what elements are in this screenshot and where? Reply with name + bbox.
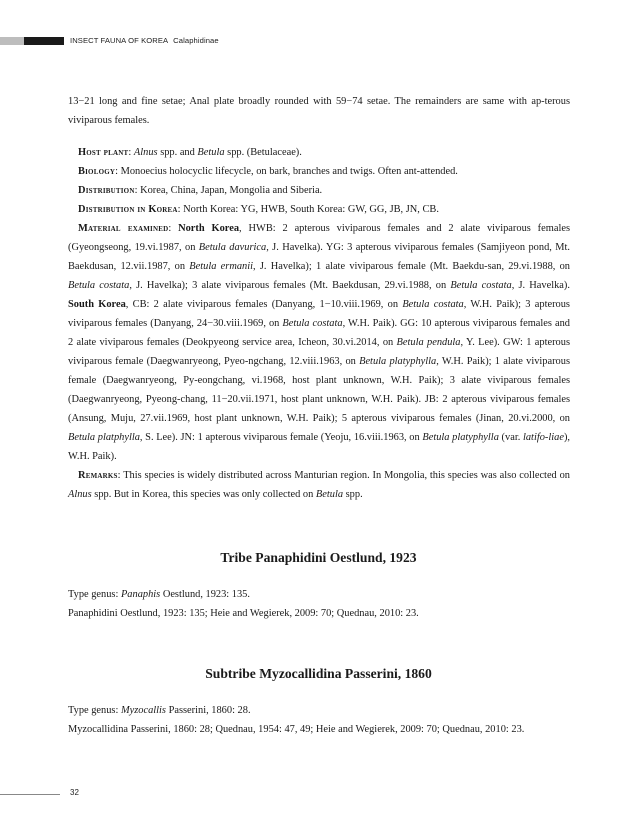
species-sections xyxy=(68,143,570,504)
tribe-type-block xyxy=(68,585,570,623)
page-number: 32 xyxy=(70,788,79,797)
subtribe-references: Myzocallidina Passerini, 1860: 28; Quednau, 1954: 47, 49; Heie and Wegierek, 2009: 70; Quednau, 2010: 23. xyxy=(68,724,525,735)
material-examined-paragraph: Material examined: North Korea, HWB: 2 apterous viviparous females and 2 alate viviparous females (Gyeongseong, 19.vi.1987, on Betula davurica, J. Havelka). YG: 3 apterous viviparous females (Samjiyeon pond, Mt. Baekdusan, 12.vii.1987, on Betula ermanii, J. Havelka); 1 alate viviparous female (Mt. Baekdu-san, 29.vi.1988, on Betula costata, J. Havelka); 3 alate viviparous females (Mt. Baekdusan, 29.vi.1988, on Betula costata, J. Havelka). South Korea, CB: 2 alate viviparous females (Danyang, 1−10.viii.1969, on Betula costata, W.H. Paik); 3 apterous viviparous females (Danyang, 24−30.viii.1969, on Betula costata, W.H. Paik). GG: 10 apterous viviparous females and 2 alate viviparous females (Deokpyeong service area, Icheon, 30.vi.2014, on Betula pendula, Y. Lee). GW: 1 apterous viviparous female (Daegwanryeong, Pyeo-ngchang, 12.viii.1963, on Betula platyphylla, W.H. Paik); 1 alate viviparous female (Daegwanryeong, Py-eongchang, vi.1968, host plant unknown, W.H. Paik); 3 alate viviparous females (Daegwanryeong, Pyeong-chang, 11−20.vii.1971, host plant unknown, W.H. Paik). JB: 2 apterous viviparous females (Ansung, Muju, 27.vii.1969, host plant unknown, W.H. Paik); 5 apterous viviparous females (Jinan, 20.vi.2000, on Betula platphylla, S. Lee). JN: 1 apterous viviparous female (Yeoju, 16.viii.1963, on Betula platyphylla (var. latifo-liae), W.H. Paik). xyxy=(68,223,571,462)
subtribe-type-genus-line: Type genus: Myzocallis Passerini, 1860: 28. xyxy=(68,705,251,716)
header-bar-dark xyxy=(24,37,64,45)
subtribe-type-block xyxy=(68,701,570,739)
header-bar-light xyxy=(0,37,24,45)
journal-title: INSECT FAUNA OF KOREA xyxy=(70,36,169,45)
footer-rule xyxy=(0,794,60,795)
subtribe-heading: Subtribe Myzocallidina Passerini, 1860 xyxy=(205,666,432,681)
intro-paragraph: 13−21 long and fine setae; Anal plate broadly rounded with 59−74 setae. The remainders are same with ap-terous viviparous females. xyxy=(68,96,570,126)
subfamily-name: Calaphidinae xyxy=(173,36,219,45)
distribution-paragraph: Distribution: Korea, China, Japan, Mongolia and Siberia. xyxy=(78,185,323,196)
host-plant-label: Host plant xyxy=(78,147,129,158)
host-plant-paragraph: Host plant: Alnus spp. and Betula spp. (Betulaceae). xyxy=(78,147,302,158)
material-examined-label: Material examined xyxy=(78,223,169,234)
remarks-label: Remarks xyxy=(78,470,118,481)
tribe-type-genus-line: Type genus: Panaphis Oestlund, 1923: 135. xyxy=(68,589,250,600)
biology-label: Biology xyxy=(78,166,116,177)
distribution-label: Distribution xyxy=(78,185,135,196)
distribution-korea-paragraph: Distribution in Korea: North Korea: YG, HWB, South Korea: GW, GG, JB, JN, CB. xyxy=(78,204,439,215)
running-header xyxy=(70,36,219,45)
tribe-references: Panaphidini Oestlund, 1923: 135; Heie and Wegierek, 2009: 70; Quednau, 2010: 23. xyxy=(68,608,419,619)
remarks-paragraph: Remarks: This species is widely distributed across Manturian region. In Mongolia, this species was also collected on Alnus spp. But in Korea, this species was only collected on Betula spp. xyxy=(68,470,570,500)
distribution-korea-label: Distribution in Korea xyxy=(78,204,178,215)
tribe-heading: Tribe Panaphidini Oestlund, 1923 xyxy=(220,550,417,565)
biology-paragraph: Biology: Monoecius holocyclic lifecycle, on bark, branches and twigs. Often ant-attended. xyxy=(78,166,458,177)
